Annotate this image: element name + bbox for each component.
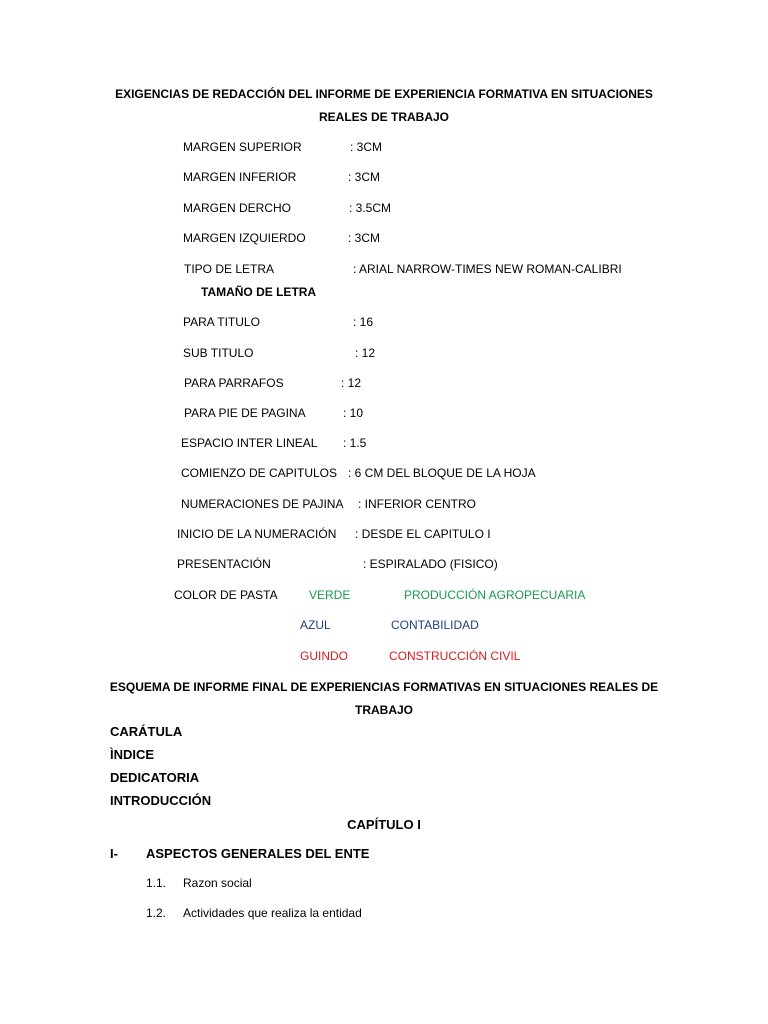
size-value-espacio-inter-lineal: : 1.5 [343, 436, 367, 450]
section-caratula: CARÁTULA [110, 724, 183, 739]
document-title-line-1: EXIGENCIAS DE REDACCIÓN DEL INFORME DE EXPERIENCIA FORMATIVA EN SITUACIONES [115, 87, 653, 101]
item-text: Razon social [183, 876, 252, 890]
cover-career-produccion-agropecuaria: PRODUCCIÓN AGROPECUARIA [404, 588, 586, 602]
spec-label-margen-superior: MARGEN SUPERIOR [183, 140, 302, 154]
section-indice: ÌNDICE [110, 747, 155, 762]
cover-color-azul: AZUL [300, 618, 331, 632]
document-title-line-2: REALES DE TRABAJO [318, 110, 449, 124]
size-label-espacio-inter-lineal: ESPACIO INTER LINEAL [181, 436, 318, 450]
cover-career-contabilidad: CONTABILIDAD [391, 618, 479, 632]
size-value-inicio-numeracion: : DESDE EL CAPITULO I [355, 527, 491, 541]
size-label-pie-de-pagina: PARA PIE DE PAGINA [184, 406, 306, 420]
size-value-sub-titulo: : 12 [355, 346, 376, 360]
size-value-presentacion: : ESPIRALADO (FISICO) [363, 557, 498, 571]
spec-value-tipo-de-letra: : ARIAL NARROW-TIMES NEW ROMAN-CALIBRI [353, 262, 622, 276]
size-label-para-parrafos: PARA PARRAFOS [184, 376, 284, 390]
item-text: Actividades que realiza la entidad [183, 906, 362, 920]
section-dedicatoria: DEDICATORIA [110, 770, 200, 785]
size-value-para-parrafos: : 12 [341, 376, 362, 390]
cover-color-verde: VERDE [309, 588, 351, 602]
spec-value-margen-izquierdo: : 3CM [348, 231, 381, 245]
size-value-pie-de-pagina: : 10 [343, 406, 364, 420]
size-value-comienzo-capitulos: : 6 CM DEL BLOQUE DE LA HOJA [348, 466, 536, 480]
spec-label-margen-inferior: MARGEN INFERIOR [183, 170, 297, 184]
cover-career-construccion-civil: CONSTRUCCIÓN CIVIL [389, 649, 521, 663]
spec-value-margen-derecho: : 3.5CM [349, 201, 392, 215]
size-value-para-titulo: : 16 [353, 315, 374, 329]
spec-label-margen-derecho: MARGEN DERCHO [183, 201, 292, 215]
part-title: ASPECTOS GENERALES DEL ENTE [146, 846, 370, 861]
size-label-inicio-numeracion: INICIO DE LA NUMERACIÓN [177, 527, 337, 541]
size-label-sub-titulo: SUB TITULO [183, 346, 254, 360]
chapter-title: CAPÍTULO I [347, 817, 421, 832]
size-label-numeraciones-pagina: NUMERACIONES DE PAJINA [181, 497, 344, 511]
item-number: 1.1. [146, 876, 167, 890]
spec-label-tipo-de-letra: TIPO DE LETRA [184, 262, 275, 276]
cover-color-label: COLOR DE PASTA [174, 588, 278, 602]
spec-value-margen-inferior: : 3CM [348, 170, 381, 184]
part-number: I- [110, 846, 118, 861]
scheme-title-line-2: TRABAJO [354, 703, 413, 717]
scheme-title-line-1: ESQUEMA DE INFORME FINAL DE EXPERIENCIAS FORMATIVAS EN SITUACIONES REALES DE [109, 680, 659, 694]
size-label-presentacion: PRESENTACIÓN [177, 557, 271, 571]
cover-color-guindo: GUINDO [300, 649, 348, 663]
size-label-para-titulo: PARA TITULO [183, 315, 260, 329]
font-size-heading: TAMAÑO DE LETRA [201, 285, 317, 299]
item-number: 1.2. [146, 906, 167, 920]
size-label-comienzo-capitulos: COMIENZO DE CAPITULOS [181, 466, 338, 480]
section-introduccion: INTRODUCCIÓN [110, 793, 212, 808]
size-value-numeraciones-pagina: : INFERIOR CENTRO [358, 497, 477, 511]
spec-label-margen-izquierdo: MARGEN IZQUIERDO [183, 231, 306, 245]
spec-value-margen-superior: : 3CM [350, 140, 383, 154]
